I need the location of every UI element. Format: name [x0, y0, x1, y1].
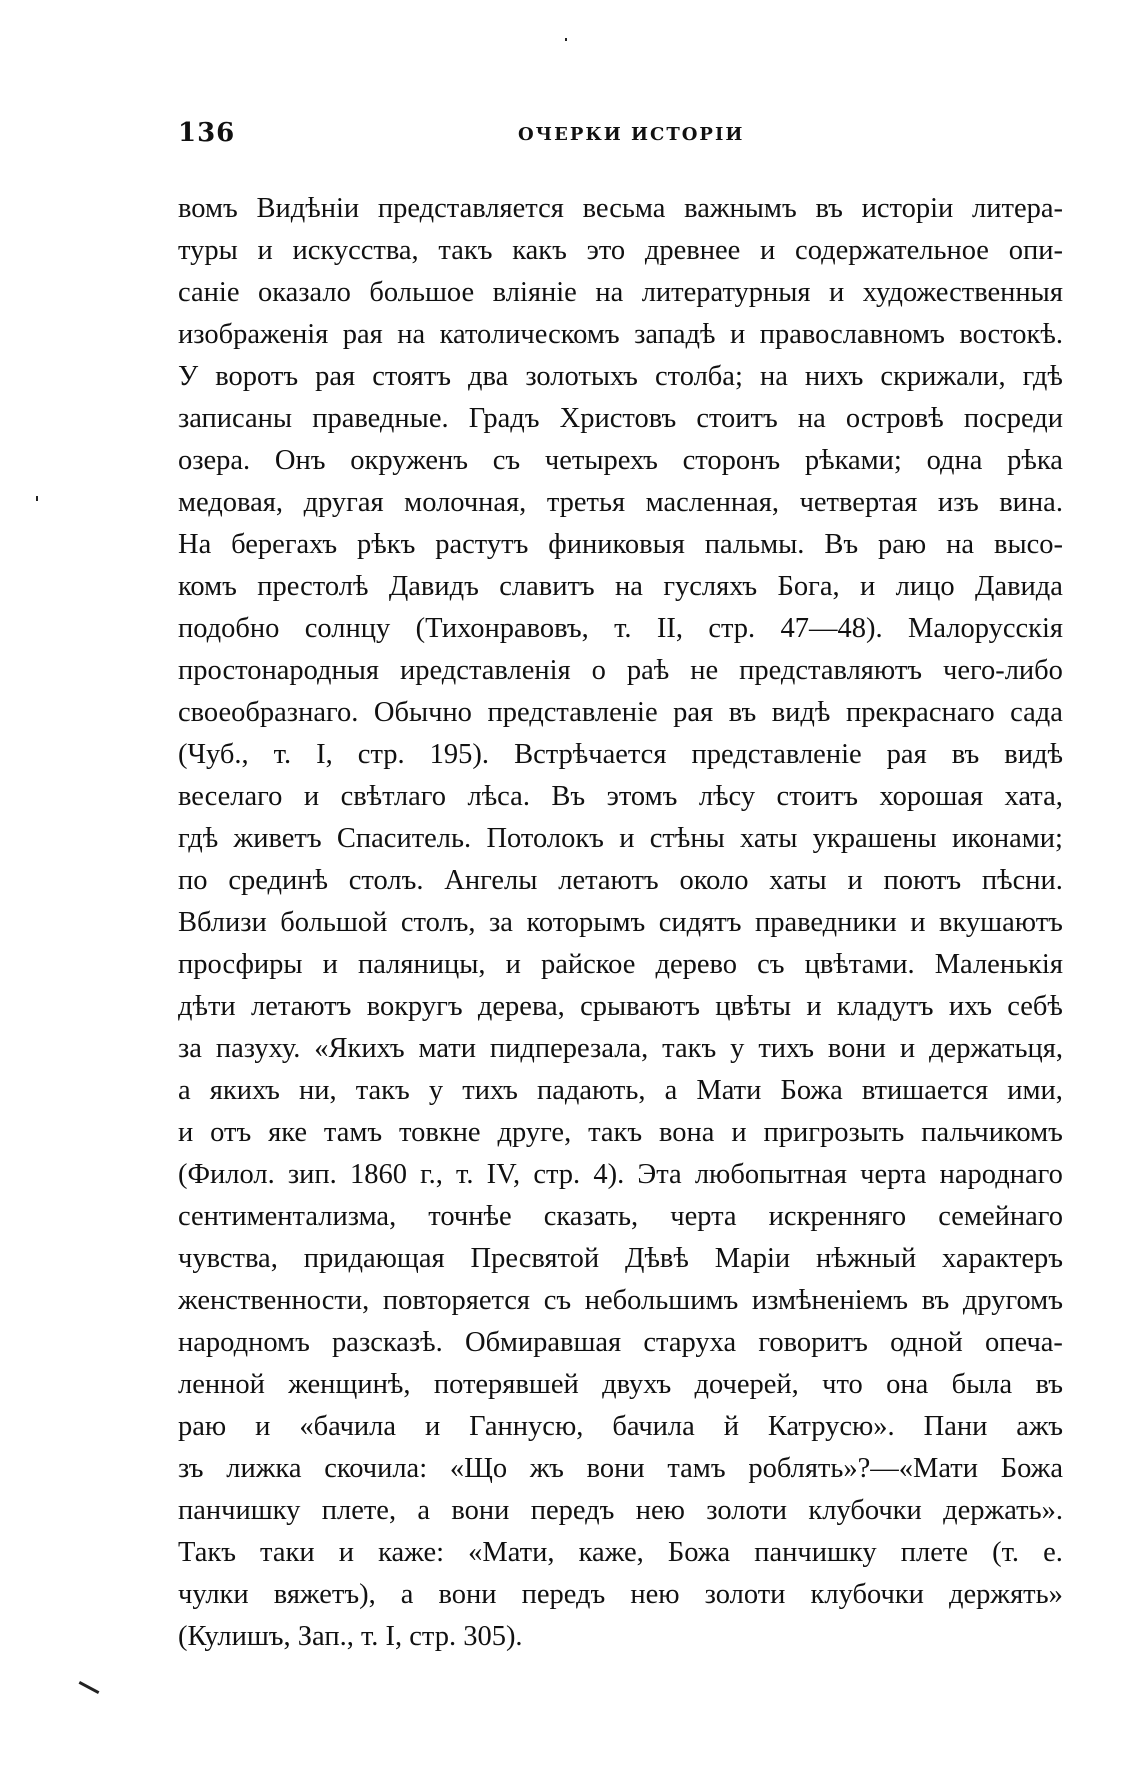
text-line: Такъ таки и каже: «Мати, каже, Божа панчишку плете (т. е.	[178, 1537, 1063, 1568]
text-line: саніе оказало большое вліяніе на литературныя и художественныя	[178, 277, 1063, 308]
text-line: народномъ разсказѣ. Обмиравшая старуха говоритъ одной опеча-	[178, 1327, 1063, 1358]
text-line: сентиментализма, точнѣе сказать, черта искренняго семейнаго	[178, 1201, 1063, 1232]
text-line: записаны праведные. Градъ Христовъ стоитъ на островѣ посреди	[178, 403, 1063, 434]
text-line: Вблизи большой столъ, за которымъ сидятъ праведники и вкушаютъ	[178, 907, 1063, 938]
text-line: комъ престолѣ Давидъ славитъ на гусляхъ Бога, и лицо Давида	[178, 571, 1063, 602]
text-line: озера. Онъ окруженъ съ четырехъ сторонъ рѣками; одна рѣка	[178, 445, 1063, 476]
text-line: чулки вяжетъ), а вони передъ нею золоти клубочки держять»	[178, 1579, 1063, 1610]
text-line: У воротъ рая стоятъ два золотыхъ столба; на нихъ скрижали, гдѣ	[178, 361, 1063, 392]
scan-mark	[565, 38, 567, 41]
text-line: дѣти летаютъ вокругъ дерева, срываютъ цвѣты и кладутъ ихъ себѣ	[178, 991, 1063, 1022]
text-line: чувства, придающая Пресвятой Дѣвѣ Маріи нѣжный характеръ	[178, 1243, 1063, 1274]
text-line: медовая, другая молочная, третья масленная, четвертая изъ вина.	[178, 487, 1063, 518]
text-line: гдѣ живетъ Спаситель. Потолокъ и стѣны хаты украшены иконами;	[178, 823, 1063, 854]
body-text	[178, 188, 1063, 1658]
text-line: веселаго и свѣтлаго лѣса. Въ этомъ лѣсу стоитъ хорошая хата,	[178, 781, 1063, 812]
running-title: ОЧЕРКИ ИСТОРІИ	[518, 124, 745, 145]
text-line: (Филол. зип. 1860 г., т. IV, стр. 4). Эта любопытная черта народнаго	[178, 1159, 1063, 1190]
text-line: На берегахъ рѣкъ растутъ финиковыя пальмы. Въ раю на высо-	[178, 529, 1063, 560]
text-line: и отъ яке тамъ товкне друге, такъ вона и пригрозыть пальчикомъ	[178, 1117, 1063, 1148]
text-line: изображенія рая на католическомъ западѣ и православномъ востокѣ.	[178, 319, 1063, 350]
text-line: за пазуху. «Якихъ мати пидперезала, такъ у тихъ вони и держатьця,	[178, 1033, 1063, 1064]
text-line: просфиры и паляницы, и райское дерево съ цвѣтами. Маленькія	[178, 949, 1063, 980]
text-line: по срединѣ столъ. Ангелы летаютъ около хаты и поютъ пѣсни.	[178, 865, 1063, 896]
page-header	[178, 118, 1068, 158]
text-line: ленной женщинѣ, потерявшей двухъ дочерей, что она была въ	[178, 1369, 1063, 1400]
text-line: панчишку плете, а вони передъ нею золоти клубочки держать».	[178, 1495, 1063, 1526]
text-line: (Кулишъ, Зап., т. I, стр. 305).	[178, 1621, 523, 1652]
text-line: (Чуб., т. I, стр. 195). Встрѣчается представленіе рая въ видѣ	[178, 739, 1063, 770]
text-line: туры и искусства, такъ какъ это древнее и содержательное опи-	[178, 235, 1063, 266]
scan-mark	[79, 1681, 100, 1694]
text-line: своеобразнаго. Обычно представленіе рая въ видѣ прекраснаго сада	[178, 697, 1063, 728]
text-line: женственности, повторяется съ небольшимъ измѣненіемъ въ другомъ	[178, 1285, 1063, 1316]
text-line: зъ лижка скочила: «Що жъ вони тамъ роблять»?—«Мати Божа	[178, 1453, 1063, 1484]
text-line: раю и «бачила и Ганнусю, бачила й Катрусю». Пани ажъ	[178, 1411, 1063, 1442]
text-line: подобно солнцу (Тихонравовъ, т. II, стр. 47—48). Малорусскія	[178, 613, 1063, 644]
text-line: а якихъ ни, такъ у тихъ падають, а Мати Божа втишается ими,	[178, 1075, 1063, 1106]
scan-mark	[36, 496, 38, 501]
text-line: простонародныя иредставленія о раѣ не представляютъ чего-либо	[178, 655, 1063, 686]
text-line: вомъ Видѣніи представляется весьма важнымъ въ исторіи литера-	[178, 193, 1063, 224]
page-number: 136	[178, 118, 236, 148]
